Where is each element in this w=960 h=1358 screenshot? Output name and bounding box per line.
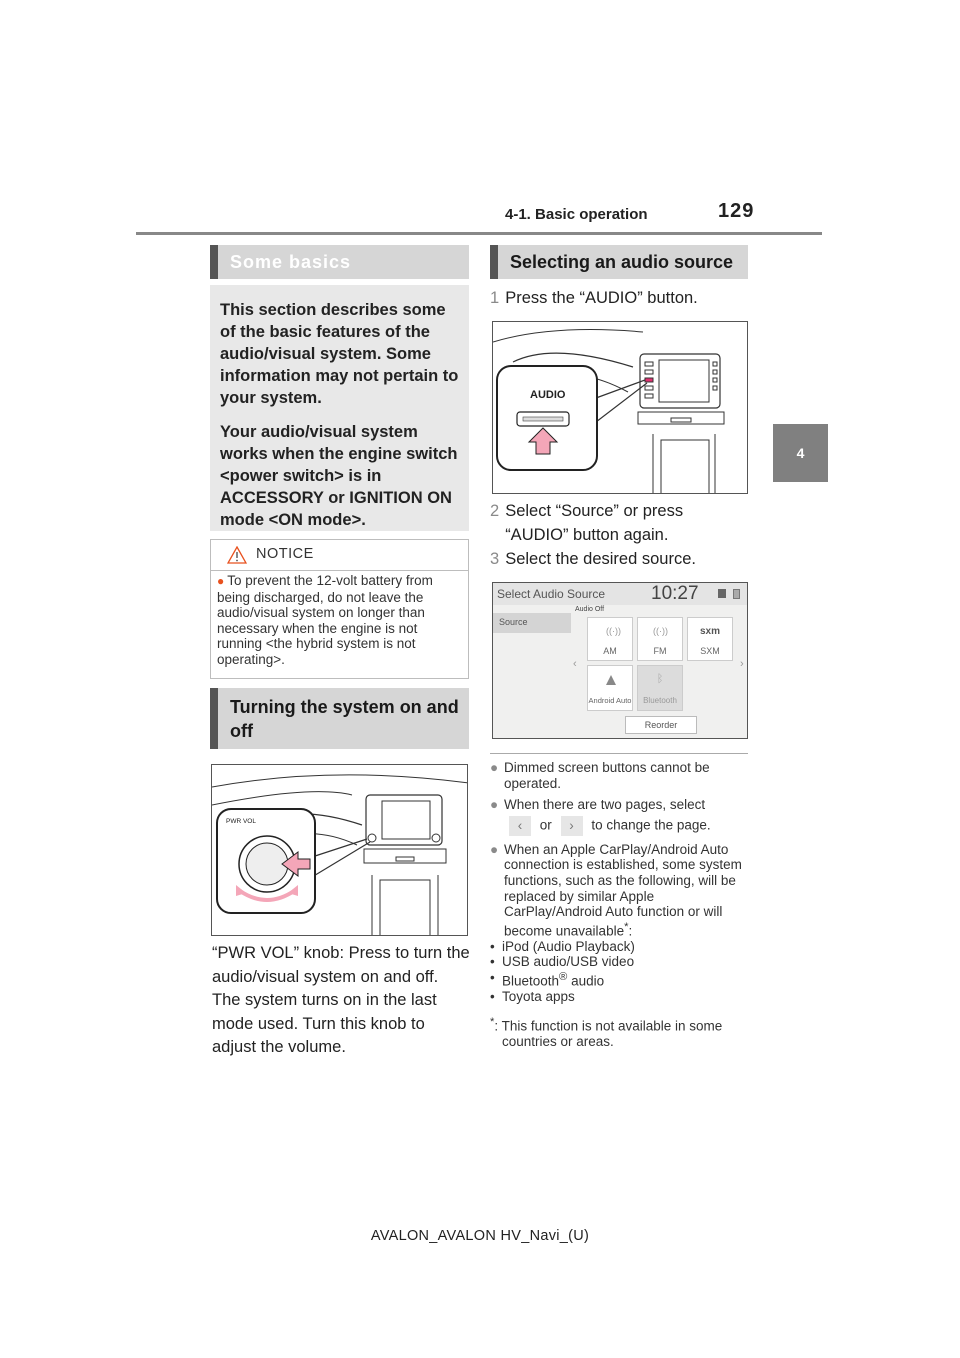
notice-text-block (217, 573, 465, 668)
tile-label: SXM (700, 646, 720, 656)
dashboard-drawing (212, 765, 468, 936)
sxm-tile[interactable] (687, 617, 733, 661)
chapter-label-container (792, 490, 812, 650)
bullet-dot-icon: ● (490, 841, 499, 857)
intro-box (210, 285, 469, 531)
notes-divider (490, 753, 748, 754)
step-1 (490, 287, 752, 311)
note-text: Dimmed screen buttons cannot be operated. (504, 760, 710, 791)
list-item-text: Bluetooth (502, 973, 560, 989)
notice-text: To prevent the 12-volt battery from being discharged, do not leave the audio/visual system on longer than necessary when the engine is not running <the hybrid system is not operating>. (217, 573, 433, 667)
heading-turning-on-off (210, 688, 469, 749)
tile-label: FM (653, 646, 667, 656)
chevron-left-icon[interactable]: ‹ (573, 658, 577, 670)
heading-some-basics (210, 245, 469, 279)
audio-button-illustration (492, 321, 748, 494)
heading-selecting-source-text: Selecting an audio source (510, 251, 734, 272)
step-text: Select the desired source. (505, 550, 696, 568)
chevron-left-icon: ‹ (509, 816, 531, 836)
bullet-dot-icon: ● (490, 760, 499, 775)
source-tab[interactable] (493, 613, 571, 633)
header-rule (136, 232, 822, 235)
registered-mark: ® (559, 971, 568, 984)
notice-title: NOTICE (256, 546, 314, 562)
tile-label: Android Auto (588, 696, 632, 705)
list-item: • Toyota apps (490, 989, 752, 1005)
signal-icon (718, 589, 726, 598)
screen-title: Select Audio Source (497, 587, 606, 601)
heading-selecting-source (490, 245, 748, 279)
footer-model: AVALON_AVALON HV_Navi_(U) (370, 1228, 590, 1244)
sxm-logo-icon: sxm (699, 626, 720, 637)
chevron-right-icon: › (561, 816, 583, 836)
colon: : (628, 923, 633, 939)
intro-paragraph-1: This section describes some of the basic features of the audio/visual system. Some information may not pertain to your system. (220, 301, 459, 407)
asterisk-mark: * (490, 1015, 495, 1028)
note-text: When an Apple CarPlay/Android Auto connection is established, some system functions, such as the following, will be replaced by similar Apple CarPlay/Android Auto function or will become unavailable (504, 841, 742, 939)
note-text: When there are two pages, select (504, 797, 706, 813)
audio-label: AUDIO (530, 389, 566, 401)
bluetooth-icon: ᛒ (656, 673, 664, 685)
chevron-right-icon[interactable]: › (740, 658, 744, 670)
list-item: • USB audio/USB video (490, 954, 752, 970)
list-item-suffix: audio (567, 973, 605, 989)
step-number: 2 (490, 502, 500, 520)
asterisk-mark: * (624, 920, 629, 933)
knob-label: PWR VOL (226, 818, 256, 825)
notice-box (210, 539, 469, 679)
pwr-vol-knob-illustration (211, 764, 468, 936)
intro-paragraph-2: Your audio/visual system works when the engine switch <power switch> is in ACCESSORY or IGNITION ON mode <ON mode>. (220, 423, 458, 529)
step-text: Press the “AUDIO” button. (505, 289, 698, 307)
audio-off-label[interactable]: Audio Off (575, 606, 605, 613)
warning-icon (227, 546, 247, 564)
reorder-button[interactable]: Reorder (625, 716, 697, 734)
step-2 (490, 500, 752, 547)
tile-label: AM (603, 646, 617, 656)
heading-some-basics-text: Some basics (230, 251, 352, 272)
step-number: 1 (490, 289, 500, 307)
page-number: 129 (718, 200, 755, 222)
bullet-dot-icon: ● (490, 797, 499, 813)
screen-time: 10:27 (651, 583, 699, 604)
note-two-pages (490, 797, 752, 836)
battery-icon (733, 589, 740, 599)
note-carplay (490, 842, 752, 939)
chapter-tab[interactable] (773, 424, 828, 482)
android-auto-icon (606, 675, 616, 685)
android-auto-tile[interactable] (587, 665, 633, 711)
tile-label: Bluetooth (643, 696, 677, 705)
fm-tile[interactable] (637, 617, 683, 661)
knob-description: “PWR VOL” knob: Press to turn the audio/visual system on and off. The system turns on in the last mode used. Turn this knob to adjust the volume. (212, 944, 470, 1056)
radio-icon: ((·)) (606, 626, 621, 636)
footnote (490, 1015, 752, 1050)
section-title: 4-1. Basic operation (505, 206, 648, 223)
bluetooth-tile[interactable] (637, 665, 683, 711)
notice-divider (211, 570, 468, 571)
note-dimmed (490, 760, 752, 791)
source-tab-label: Source (499, 617, 528, 627)
footnote-text: : This function is not available in some countries or areas. (494, 1018, 723, 1049)
step-3 (490, 548, 752, 572)
audio-source-screen (492, 582, 748, 739)
step-number: 3 (490, 550, 500, 568)
notes-block (490, 760, 752, 1049)
radio-icon: ((·)) (653, 626, 668, 636)
note-or: or (539, 817, 552, 833)
note-text-post: to change the page. (591, 817, 711, 833)
audio-dashboard-drawing (493, 322, 748, 494)
chapter-number: 4 (796, 445, 805, 461)
list-item (490, 970, 752, 989)
list-item: • iPod (Audio Playback) (490, 939, 752, 955)
step-text: Select “Source” or press “AUDIO” button again. (505, 502, 684, 544)
bullet-dot-icon: ● (217, 574, 225, 588)
am-tile[interactable] (587, 617, 633, 661)
heading-turning-on-off-text: Turning the system on and off (230, 696, 459, 741)
